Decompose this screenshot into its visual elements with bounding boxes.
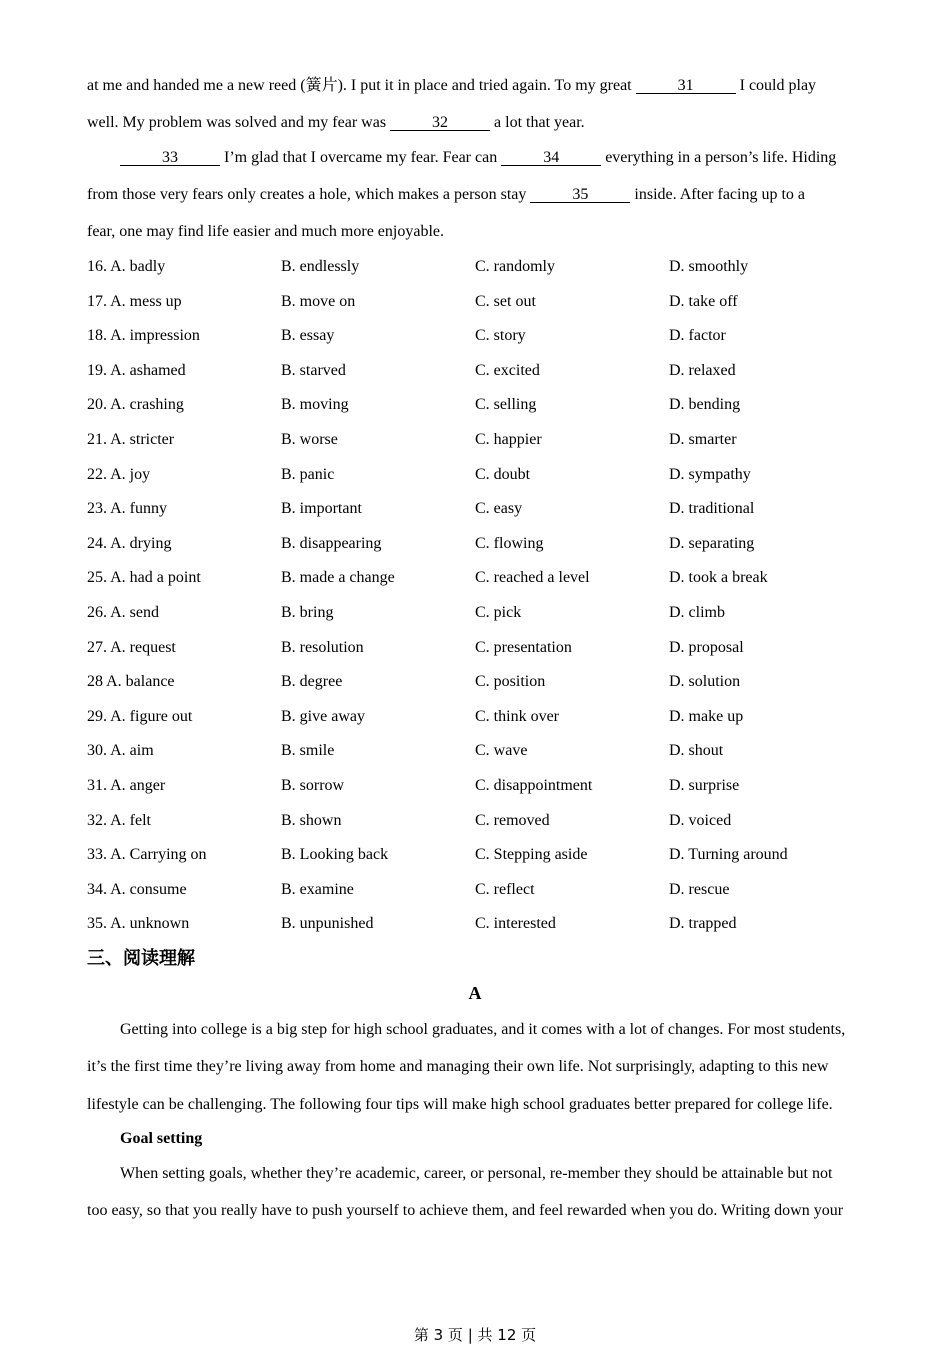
option-d: D. traditional bbox=[669, 500, 755, 517]
option-c: C. flowing bbox=[475, 535, 544, 552]
option-b: B. Looking back bbox=[281, 846, 389, 863]
text: a lot that year. bbox=[490, 114, 585, 131]
option-a: 21. A. stricter bbox=[87, 431, 175, 448]
paragraph-line: When setting goals, whether they’re academic, career, or personal, re-member they should be attainable but not bbox=[120, 1165, 833, 1182]
option-row bbox=[87, 741, 887, 761]
option-c: C. excited bbox=[475, 362, 540, 379]
text: from those very fears only creates a hole, which makes a person stay bbox=[87, 186, 531, 203]
text: well. My problem was solved and my fear was bbox=[87, 114, 391, 131]
option-d: D. trapped bbox=[669, 915, 737, 932]
option-b: B. examine bbox=[281, 881, 354, 898]
option-d: D. bending bbox=[669, 396, 741, 413]
option-row bbox=[87, 880, 887, 900]
passage-line-2 bbox=[87, 113, 585, 133]
option-c: C. wave bbox=[475, 742, 528, 759]
option-b: B. worse bbox=[281, 431, 338, 448]
option-row bbox=[87, 534, 887, 554]
option-row bbox=[87, 568, 887, 588]
option-row bbox=[87, 603, 887, 623]
blank-31: 31 bbox=[636, 78, 736, 94]
paragraph-line: it’s the first time they’re living away from home and managing their own life. Not surprisingly, adapting to this new bbox=[87, 1058, 829, 1075]
option-b: B. bring bbox=[281, 604, 334, 621]
option-c: C. set out bbox=[475, 293, 536, 310]
option-b: B. important bbox=[281, 500, 362, 517]
option-a: 29. A. figure out bbox=[87, 708, 193, 725]
option-d: D. smarter bbox=[669, 431, 737, 448]
paragraph-line: lifestyle can be challenging. The following four tips will make high school graduates better prepared for college life. bbox=[87, 1096, 833, 1113]
option-c: C. randomly bbox=[475, 258, 555, 275]
blank-34: 34 bbox=[501, 150, 601, 166]
option-a: 27. A. request bbox=[87, 639, 176, 656]
option-row bbox=[87, 845, 887, 865]
option-c: C. doubt bbox=[475, 466, 531, 483]
option-c: C. selling bbox=[475, 396, 537, 413]
option-a: 31. A. anger bbox=[87, 777, 166, 794]
passage-line-5: fear, one may find life easier and much more enjoyable. bbox=[87, 223, 444, 240]
option-c: C. disappointment bbox=[475, 777, 593, 794]
option-a: 26. A. send bbox=[87, 604, 159, 621]
option-d: D. Turning around bbox=[669, 846, 788, 863]
option-c: C. presentation bbox=[475, 639, 572, 656]
option-b: B. resolution bbox=[281, 639, 364, 656]
option-a: 32. A. felt bbox=[87, 812, 151, 829]
option-d: D. took a break bbox=[669, 569, 768, 586]
option-row bbox=[87, 395, 887, 415]
option-b: B. made a change bbox=[281, 569, 395, 586]
option-b: B. degree bbox=[281, 673, 343, 690]
option-c: C. interested bbox=[475, 915, 556, 932]
option-b: B. moving bbox=[281, 396, 349, 413]
passage-title: A bbox=[468, 983, 482, 1003]
option-a: 30. A. aim bbox=[87, 742, 154, 759]
paragraph-line: too easy, so that you really have to push yourself to achieve them, and feel rewarded when you do. Writing down your bbox=[87, 1202, 844, 1219]
option-d: D. proposal bbox=[669, 639, 744, 656]
subheading: Goal setting bbox=[120, 1130, 203, 1147]
option-c: C. happier bbox=[475, 431, 542, 448]
option-d: D. voiced bbox=[669, 812, 732, 829]
option-b: B. move on bbox=[281, 293, 356, 310]
text: everything in a person’s life. Hiding bbox=[601, 149, 837, 166]
option-a: 33. A. Carrying on bbox=[87, 846, 207, 863]
option-a: 23. A. funny bbox=[87, 500, 167, 517]
option-d: D. rescue bbox=[669, 881, 730, 898]
option-d: D. take off bbox=[669, 293, 738, 310]
option-b: B. give away bbox=[281, 708, 365, 725]
option-c: C. story bbox=[475, 327, 526, 344]
option-a: 19. A. ashamed bbox=[87, 362, 186, 379]
option-a: 17. A. mess up bbox=[87, 293, 182, 310]
option-row bbox=[87, 638, 887, 658]
option-a: 16. A. badly bbox=[87, 258, 166, 275]
text: at me and handed me a new reed (簧片). I put it in place and tried again. To my great bbox=[87, 77, 636, 94]
option-d: D. separating bbox=[669, 535, 755, 552]
option-c: C. reached a level bbox=[475, 569, 590, 586]
option-b: B. sorrow bbox=[281, 777, 345, 794]
blank-32: 32 bbox=[390, 115, 490, 131]
option-row bbox=[87, 326, 887, 346]
option-a: 28 A. balance bbox=[87, 673, 175, 690]
option-row bbox=[87, 914, 887, 934]
option-d: D. sympathy bbox=[669, 466, 751, 483]
option-d: D. climb bbox=[669, 604, 725, 621]
option-a: 25. A. had a point bbox=[87, 569, 201, 586]
option-a: 20. A. crashing bbox=[87, 396, 184, 413]
option-b: B. endlessly bbox=[281, 258, 360, 275]
option-row bbox=[87, 707, 887, 727]
blank-33: 33 bbox=[120, 150, 220, 166]
option-d: D. smoothly bbox=[669, 258, 749, 275]
option-b: B. shown bbox=[281, 812, 342, 829]
option-row bbox=[87, 672, 887, 692]
option-b: B. panic bbox=[281, 466, 335, 483]
option-a: 18. A. impression bbox=[87, 327, 200, 344]
option-row bbox=[87, 361, 887, 381]
option-d: D. shout bbox=[669, 742, 724, 759]
option-c: C. removed bbox=[475, 812, 550, 829]
text: I’m glad that I overcame my fear. Fear can bbox=[220, 149, 502, 166]
option-row bbox=[87, 292, 887, 312]
option-row bbox=[87, 257, 887, 277]
option-b: B. smile bbox=[281, 742, 335, 759]
option-d: D. factor bbox=[669, 327, 726, 344]
option-c: C. think over bbox=[475, 708, 559, 725]
option-a: 35. A. unknown bbox=[87, 915, 190, 932]
paragraph-line: Getting into college is a big step for high school graduates, and it comes with a lot of changes. For most students, bbox=[120, 1021, 846, 1038]
option-c: C. easy bbox=[475, 500, 523, 517]
option-c: C. position bbox=[475, 673, 546, 690]
passage-line-3 bbox=[120, 148, 836, 168]
text: inside. After facing up to a bbox=[630, 186, 806, 203]
option-b: B. disappearing bbox=[281, 535, 382, 552]
option-d: D. solution bbox=[669, 673, 741, 690]
option-a: 34. A. consume bbox=[87, 881, 187, 898]
option-b: B. essay bbox=[281, 327, 335, 344]
section-heading: 三、阅读理解 bbox=[87, 948, 195, 969]
option-c: C. reflect bbox=[475, 881, 535, 898]
option-d: D. surprise bbox=[669, 777, 740, 794]
option-a: 22. A. joy bbox=[87, 466, 151, 483]
option-row bbox=[87, 499, 887, 519]
option-b: B. starved bbox=[281, 362, 346, 379]
option-b: B. unpunished bbox=[281, 915, 374, 932]
option-row bbox=[87, 465, 887, 485]
passage-line-4 bbox=[87, 185, 805, 205]
option-a: 24. A. drying bbox=[87, 535, 172, 552]
option-d: D. relaxed bbox=[669, 362, 736, 379]
text: I could play bbox=[735, 77, 817, 94]
passage-line-1 bbox=[87, 76, 816, 96]
option-row bbox=[87, 811, 887, 831]
option-c: C. Stepping aside bbox=[475, 846, 588, 863]
option-d: D. make up bbox=[669, 708, 744, 725]
option-row bbox=[87, 776, 887, 796]
option-c: C. pick bbox=[475, 604, 522, 621]
option-row bbox=[87, 430, 887, 450]
blank-35: 35 bbox=[530, 187, 630, 203]
page-footer: 第 3 页 | 共 12 页 bbox=[413, 1326, 537, 1344]
